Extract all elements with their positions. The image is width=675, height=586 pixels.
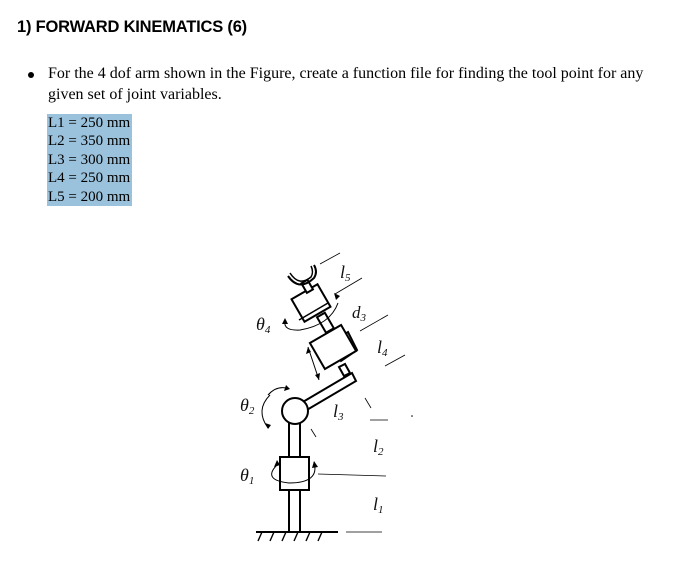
label-l3: l3: [333, 401, 344, 423]
robot-arm-figure: [220, 240, 440, 555]
param-l4: L4 = 250 mm: [48, 170, 131, 187]
task-description: For the 4 dof arm shown in the Figure, create a function file for finding the tool point for any given set of joint variables.: [48, 65, 644, 103]
param-l3: L3 = 300 mm: [48, 151, 131, 168]
param-l2: L2 = 350 mm: [48, 133, 131, 150]
label-d3: d3: [352, 303, 366, 324]
label-l1: l1: [373, 494, 384, 516]
joint1-block: [280, 457, 309, 490]
section-heading: 1) FORWARD KINEMATICS (6): [17, 18, 247, 36]
base-link: [289, 488, 300, 532]
label-l4: l4: [377, 337, 388, 359]
shoulder-joint: [282, 398, 308, 424]
link-length-parameters: [47, 114, 132, 206]
label-l2: l2: [373, 436, 384, 458]
bullet-icon: [28, 72, 34, 78]
robot-arm-diagram: [220, 240, 440, 550]
param-l5: L5 = 200 mm: [48, 188, 131, 205]
label-theta4: θ4: [256, 314, 271, 336]
label-theta2: θ2: [240, 395, 255, 417]
label-theta1: θ1: [240, 465, 255, 487]
param-l1: L1 = 250 mm: [48, 115, 131, 131]
label-l5: l5: [340, 262, 351, 284]
